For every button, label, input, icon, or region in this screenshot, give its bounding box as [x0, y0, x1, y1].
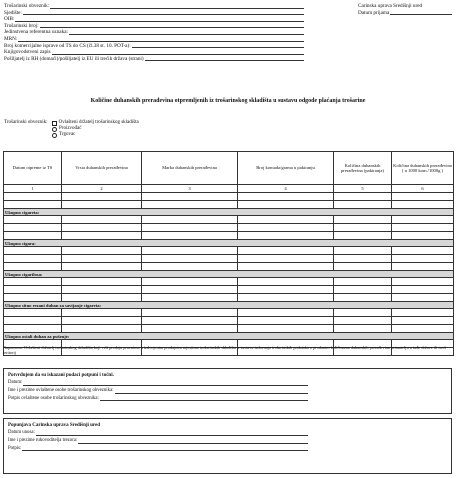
column-number-row: 1 2 3 4 5 6	[4, 185, 454, 193]
table-row[interactable]	[4, 193, 454, 201]
table-row[interactable]	[4, 216, 454, 224]
header-fields	[4, 3, 304, 62]
footnote: Napomena: Ovlašteni držatelj trošarinskog skladišta koji vrši prodaju pravnima u izdvojenim prodajnim mjestima trošarinskih skladišta u sustavu izdavanja trošarinskih podataka o prodanim količinama duhanskih prerađevina primatelju u tuđe države ili treći teritorij	[3, 345, 447, 356]
subtotal-cigarettes-row: Ukupno cigareta:	[4, 209, 454, 216]
option-trader[interactable]: Trgovac	[52, 132, 75, 138]
col-brand: Marka duhanskih prerađevina	[142, 152, 238, 185]
entry-date-line[interactable]: Datum unosa:	[8, 429, 308, 437]
taxpayer-type-label: Trošarinski obveznik:	[4, 120, 48, 125]
certify-signature-line[interactable]: Potpis ovlaštene osobe trošarinskog obveznika:	[8, 395, 308, 403]
taxpayer-type	[4, 120, 139, 139]
subtotal-fine-cut-row: Ukupno sitno rezani duhan za savijanje cigareta:	[4, 302, 454, 309]
sender-line[interactable]: Pošiljatelj iz RH (domaći)/pošiljatelj iz EU ili trećih država (strani)	[4, 56, 304, 63]
certification-heading: Potvrđujem da su iskazani podaci potpuni i točni.	[8, 373, 114, 378]
table-header-row	[4, 152, 454, 185]
table-row[interactable]	[4, 232, 454, 240]
col-pieces-per-pack: Broj komada/grama u pakiranju	[238, 152, 334, 185]
table-row[interactable]	[4, 317, 454, 325]
oib-line[interactable]: OIB:	[4, 16, 304, 23]
manager-name-line[interactable]: Ime i prezime rukovoditelja trezora:	[8, 437, 308, 445]
table-row[interactable]	[4, 263, 454, 271]
customs-header	[358, 3, 452, 16]
form-title: Količine duhanskih prerađevina otpremljenih iz trošarinskog skladišta u sustavu odgode plaćanja trošarine	[90, 98, 366, 104]
option-producer[interactable]: Proizvođač	[52, 126, 82, 132]
shipment-table	[3, 151, 454, 356]
certification-box	[3, 368, 452, 414]
col-product-type: Vrsta duhanskih prerađevina	[62, 152, 142, 185]
mrn-line[interactable]: MRN:	[4, 36, 304, 43]
certify-date-line[interactable]: Datum:	[8, 379, 308, 387]
customs-heading: Popunjava Carinska uprava Središnji ured	[8, 423, 101, 428]
table-row[interactable]	[4, 247, 454, 255]
table-row[interactable]	[4, 286, 454, 294]
taxpayer-name-line[interactable]: Trošarinski obveznik:	[4, 3, 304, 10]
excise-number-line[interactable]: Trošarinski broj:	[4, 23, 304, 30]
customs-signature-line[interactable]: Potpis:	[8, 445, 308, 453]
checkbox-icon[interactable]	[52, 121, 57, 126]
col-quantity-thousand: Količina duhanskih prerađevina ( u 1000 kom./1000g )	[392, 152, 454, 185]
col-packs-quantity: Količina duhanskih prerađevina (pakiranja)	[334, 152, 392, 185]
option-warehouse-keeper[interactable]: Ovlašteni držatelj trošarinskog skladišta	[52, 120, 139, 126]
table-row[interactable]	[4, 325, 454, 333]
reference-code-line[interactable]: Jedinstvena referentna oznaka:	[4, 29, 304, 36]
receipt-date-line[interactable]: Datum prijama	[358, 10, 452, 17]
table-row[interactable]	[4, 278, 454, 286]
radio-icon[interactable]	[52, 133, 57, 138]
table-row[interactable]	[4, 309, 454, 317]
seat-line[interactable]: Sjedište:	[4, 10, 304, 17]
subtotal-cigars-row: Ukupno cigara:	[4, 240, 454, 247]
table-row[interactable]	[4, 201, 454, 209]
commercial-document-line[interactable]: Broj komercijalne isprave od TS do CS (čl.38 st. 10. POT-a):	[4, 43, 304, 50]
table-row[interactable]	[4, 224, 454, 232]
radio-icon[interactable]	[52, 127, 57, 132]
accounting-record-line[interactable]: Knjigovodstveni zapis	[4, 49, 304, 56]
customs-office-label: Carinska uprava Središnji ured	[358, 3, 423, 9]
customs-box	[3, 418, 452, 474]
table-row[interactable]	[4, 294, 454, 302]
subtotal-other-tobacco-row: Ukupno ostali duhan za pušenje:	[4, 333, 454, 340]
col-dispatch-date: Datum otpreme iz TS	[4, 152, 62, 185]
table-row[interactable]	[4, 255, 454, 263]
subtotal-cigarillos-row: Ukupno cigarilosa:	[4, 271, 454, 278]
certify-name-line[interactable]: Ime i prezime ovlaštene osobe trošarinskog obveznika:	[8, 387, 308, 395]
